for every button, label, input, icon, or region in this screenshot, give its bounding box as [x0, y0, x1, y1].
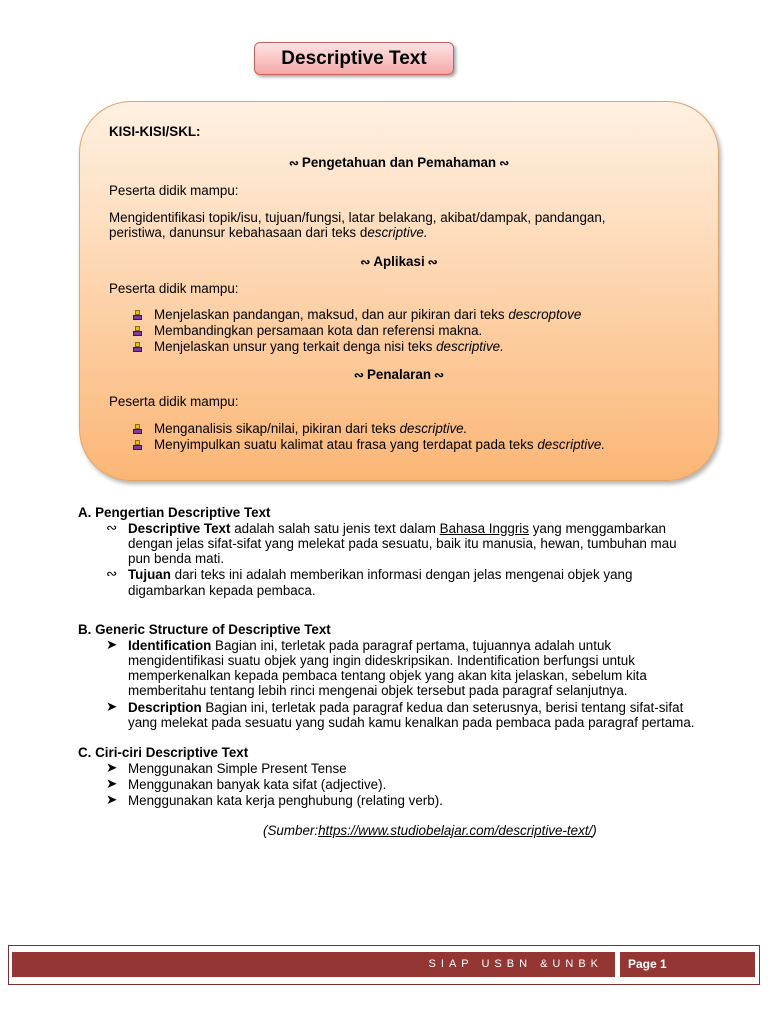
page-number: Page 1 — [620, 952, 755, 977]
ornament-icon: ∾ — [353, 368, 364, 382]
section-title-aplikasi: ∾ Aplikasi ∾ — [360, 254, 438, 269]
arrow-bullet-icon: ➤ — [106, 637, 118, 652]
paragraph-line: yang melekat pada sesuatu yang sudah kamu kenalkan pada pembaca pada paragraf pertama. — [128, 715, 695, 730]
bahasa-inggris-link[interactable]: Bahasa Inggris — [439, 521, 529, 536]
paragraph-line: peristiwa, danunsur kebahasaan dari teks descriptive. — [109, 225, 428, 240]
list-item: Menggunakan kata kerja penghubung (relating verb). — [128, 793, 443, 808]
paragraph-line: Identification Bagian ini, terletak pada paragraf pertama, tujuannya adalah untuk — [128, 638, 612, 653]
list-item: Menggunakan Simple Present Tense — [128, 761, 347, 776]
paragraph-line: pun benda mati. — [128, 551, 225, 566]
intro-text: Peserta didik mampu: — [109, 183, 239, 198]
intro-text: Peserta didik mampu: — [109, 281, 239, 296]
ornament-icon: ∾ — [288, 156, 299, 170]
paragraph-line: Tujuan dari teks ini adalah memberikan informasi dengan jelas mengenai objek yang — [128, 567, 633, 582]
page-title: Descriptive Text — [254, 42, 454, 75]
list-bullet-icon — [133, 424, 142, 435]
source-citation: (Sumber:https://www.studiobelajar.com/descriptive-text/) — [263, 823, 597, 838]
paragraph-line: mengidentifikasi suatu objek yang ingin dideskripsikan. Indentification berfungsi untuk — [128, 653, 635, 668]
section-b-heading: B. Generic Structure of Descriptive Text — [78, 622, 331, 637]
paragraph-line: memberitahu tentang lebih rinci mengenai objek tersebut pada paragraf selanjutnya. — [128, 683, 628, 698]
ornament-icon: ∾ — [499, 156, 510, 170]
intro-text: Peserta didik mampu: — [109, 394, 239, 409]
paragraph-line: Description Bagian ini, terletak pada paragraf kedua dan seterusnya, berisi tentang sifat-sifat — [128, 700, 684, 715]
list-bullet-icon — [133, 326, 142, 337]
footer-left-label: SIAP USBN &UNBK — [12, 952, 615, 977]
ornament-icon: ∾ — [360, 255, 371, 269]
ornament-icon: ∾ — [434, 368, 445, 382]
paragraph-line: dengan jelas sifat-sifat yang melekat pada sesuatu, baik itu manusia, hewan, tumbuhan mau — [128, 536, 677, 551]
section-c-heading: C. Ciri-ciri Descriptive Text — [78, 745, 249, 760]
kisi-heading: KISI-KISI/SKL: — [109, 124, 201, 139]
arrow-bullet-icon: ➤ — [106, 699, 118, 714]
source-link[interactable]: https://www.studiobelajar.com/descriptive-text/ — [318, 823, 593, 838]
arrow-bullet-icon: ➤ — [106, 792, 118, 807]
ornament-icon: ∾ — [106, 566, 118, 581]
list-item: Menyimpulkan suatu kalimat atau frasa yang terdapat pada teks descriptive. — [154, 437, 606, 452]
list-item: Menjelaskan pandangan, maksud, dan aur pikiran dari teks descroptove — [154, 307, 582, 322]
arrow-bullet-icon: ➤ — [106, 776, 118, 791]
arrow-bullet-icon: ➤ — [106, 760, 118, 775]
list-item: Menganalisis sikap/nilai, pikiran dari teks descriptive. — [154, 421, 468, 436]
list-item: Menjelaskan unsur yang terkait denga nisi teks descriptive. — [154, 339, 504, 354]
list-bullet-icon — [133, 310, 142, 321]
paragraph-line: Descriptive Text adalah salah satu jenis text dalam Bahasa Inggris yang menggambarkan — [128, 521, 666, 536]
paragraph-line: memperkenalkan kepada pembaca tentang objek yang akan kita jelaskan, sebelum kita — [128, 668, 647, 683]
list-bullet-icon — [133, 342, 142, 353]
list-item: Membandingkan persamaan kota dan referensi makna. — [154, 323, 483, 338]
ornament-icon: ∾ — [427, 255, 438, 269]
section-title-pengetahuan: ∾ Pengetahuan dan Pemahaman ∾ — [288, 155, 510, 170]
section-a-heading: A. Pengertian Descriptive Text — [78, 505, 271, 520]
list-bullet-icon — [133, 440, 142, 451]
ornament-icon: ∾ — [106, 520, 118, 535]
paragraph-line: digambarkan kepada pembaca. — [128, 583, 316, 598]
paragraph-line: Mengidentifikasi topik/isu, tujuan/fungsi, latar belakang, akibat/dampak, pandangan, — [109, 210, 606, 225]
list-item: Menggunakan banyak kata sifat (adjective). — [128, 777, 387, 792]
section-title-penalaran: ∾ Penalaran ∾ — [353, 367, 445, 382]
